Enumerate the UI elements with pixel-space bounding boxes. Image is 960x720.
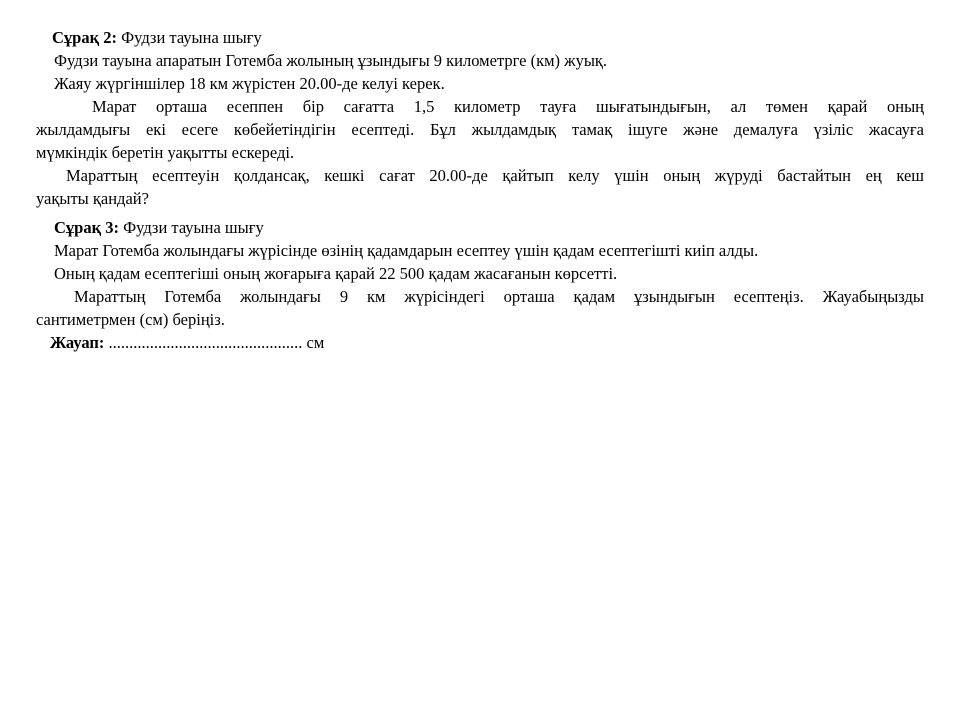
question-2-para-4-line-2: уақыты қандай? <box>36 189 149 208</box>
question-3-para-2: Оның қадам есептегіші оның жоғарыға қарай 22 500 қадам жасағанын көрсетті. <box>54 264 618 283</box>
answer-label: Жауап: <box>50 333 105 352</box>
question-3-para-1: Марат Готемба жолындағы жүрісінде өзінің қадамдарын есептеу үшін қадам есептегішті киіп алды. <box>54 241 759 260</box>
question-3-label: Сұрақ 3: <box>54 218 119 237</box>
question-3-heading <box>36 216 924 239</box>
question-2-label: Сұрақ 2: <box>52 28 117 47</box>
question-2-heading <box>36 26 924 49</box>
question-2 <box>36 26 924 210</box>
question-2-title: Фудзи тауына шығу <box>116 28 262 47</box>
question-2-para-4-line-1: Мараттың есептеуін қолдансақ, кешкі сағат 20.00-де қайтып келу үшін оның жүруді бастайтын ең кеш <box>66 166 924 185</box>
question-2-para-1: Фудзи тауына апаратын Готемба жолының ұзындығы 9 километрге (км) жуық. <box>54 51 608 70</box>
answer-blank[interactable]: ............................................... см <box>104 333 325 352</box>
question-2-para-3-line-2: жылдамдығы екі есеге көбейетіндігін есептеді. Бұл жылдамдық тамақ ішуге және демалуға үзіліс жасауға <box>36 120 924 139</box>
question-3-answer-line <box>36 331 924 354</box>
question-2-para-3-line-3: мүмкіндік беретін уақытты ескереді. <box>36 143 295 162</box>
question-2-para-2: Жаяу жүргіншілер 18 км жүрістен 20.00-де келуі керек. <box>54 74 445 93</box>
question-3-para-3-line-1: Мараттың Готемба жолындағы 9 км жүрісіндегі орташа қадам ұзындығын есептеңіз. Жауабыңызды <box>74 287 924 306</box>
question-3 <box>36 216 924 354</box>
question-3-title: Фудзи тауына шығу <box>118 218 264 237</box>
question-3-para-3-line-2: сантиметрмен (см) беріңіз. <box>36 310 225 329</box>
question-2-para-3-line-1: Марат орташа есеппен бір сағатта 1,5 километр тауға шығатындығын, ал төмен қарай оның <box>92 97 924 116</box>
